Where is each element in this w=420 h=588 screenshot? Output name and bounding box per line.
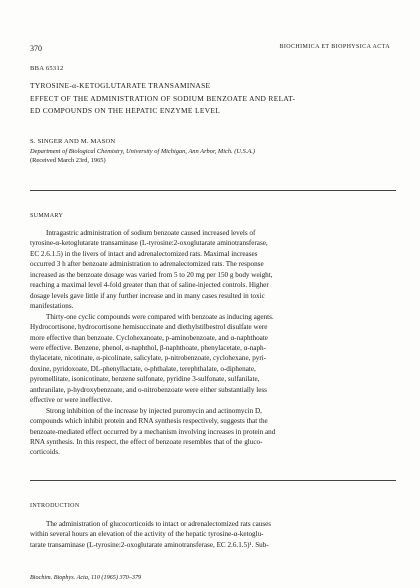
journal-name: BIOCHIMICA ET BIOPHYSICA ACTA [279,44,390,50]
text-line: Thirty-one cyclic compounds were compared with benzoate as inducing agents. [46,312,274,321]
summary-paragraph [30,228,396,312]
text-line: within several hours an elevation of the activity of the hepatic tyrosine-α-ketoglu- [30,530,264,539]
authors: S. SINGER AND M. MASON [30,138,116,145]
text-line: corticoids. [30,448,60,457]
received-date: (Received March 23rd, 1965) [30,157,106,164]
footer-citation: Biochim. Biophys. Acta, 110 (1965) 370–379 [30,574,142,581]
page-number: 370 [30,44,42,53]
text-line: Hydrocortisone, hydrocortisone hemisuccinate and diethylstilbestrol disulfate were [30,323,268,332]
text-line: tyrosine-α-ketoglutarate transaminase (L-tyrosine:2-oxoglutarate aminotransferase, [30,239,268,248]
text-line: more effective than benzoate. Cyclohexanoate, p-aminobenzoate, and α-naphthoate [30,333,268,342]
summary-paragraph [30,406,396,458]
text-line: tarate transaminase (L-tyrosine:2-oxoglutarate aminotransferase, EC 2.6.1.5)¹. Sub- [30,540,269,549]
text-line: thylacetate, nicotinate, α-picolinate, salicylate, p-nitrobenzoate, cyclohexane, pyri- [30,354,267,363]
article-title [30,80,402,118]
text-line: increased as the benzoate dosage was varied from 5 to 20 mg per 150 g body weight, [30,270,273,279]
text-line: occurred 3 h after benzoate administration to adrenalectomized rats. The response [30,260,264,269]
text-line: Intragastric administration of sodium benzoate caused increased levels of [46,229,256,237]
text-line: pyromellitate, isonicotinate, benzene sulfonate, pyridine 3-sulfonate, sulfanilate, [30,375,260,384]
title-line: EFFECT OF THE ADMINISTRATION OF SODIUM BENZOATE AND RELAT- [30,93,296,103]
text-line: RNA synthesis. In this respect, the effect of benzoate resembles that of the gluco- [30,437,263,446]
text-line: effective or were ineffective. [30,396,113,405]
text-line: manifestations. [30,302,74,311]
text-line: benzoate-mediated effect occurred by a mechanism involving increases in protein and [30,427,276,436]
text-line: EC 2.6.1.5) in the livers of intact and adrenalectomized rats. Maximal increases [30,249,258,258]
title-line: ED COMPOUNDS ON THE HEPATIC ENZYME LEVEL [30,106,221,115]
text-line: were effective. Benzene, phenol, α-naphthol, β-naphthoate, phenylacetate, α-naph- [30,343,267,352]
introduction-paragraph [30,519,396,550]
text-line: reaching a maximal level 4-fold greater than that of saline-injected controls. Higher [30,281,269,290]
introduction-heading: INTRODUCTION [30,503,80,509]
article-code: BBA 65312 [30,65,64,72]
affiliation: Department of Biological Chemistry, University of Michigan, Ann Arbor, Mich. (U.S.A.) [30,148,256,155]
divider [30,190,396,191]
title-line: TYROSINE-α-KETOGLUTARATE TRANSAMINASE [30,81,211,90]
summary-heading: SUMMARY [30,213,64,219]
text-line: Strong inhibition of the increase by injected puromycin and actinomycin D, [46,406,262,415]
text-line: dosage levels gave little if any further increase and in many cases resulted in toxic [30,291,265,300]
text-line: compounds which inhibit protein and RNA synthesis respectively, suggests that the [30,417,268,426]
summary-paragraph [30,312,396,406]
text-line: doxine, pyridoxoate, DL-phenyllactate, o-phthalate, terephthalate, o-diphenate, [30,364,256,373]
divider [30,480,396,481]
text-line: The administration of glucocorticoids to intact or adrenalectomized rats causes [46,520,272,528]
text-line: anthranilate, p-hydroxybenzoate, and o-nitrobenzoate were either substantially less [30,385,267,394]
